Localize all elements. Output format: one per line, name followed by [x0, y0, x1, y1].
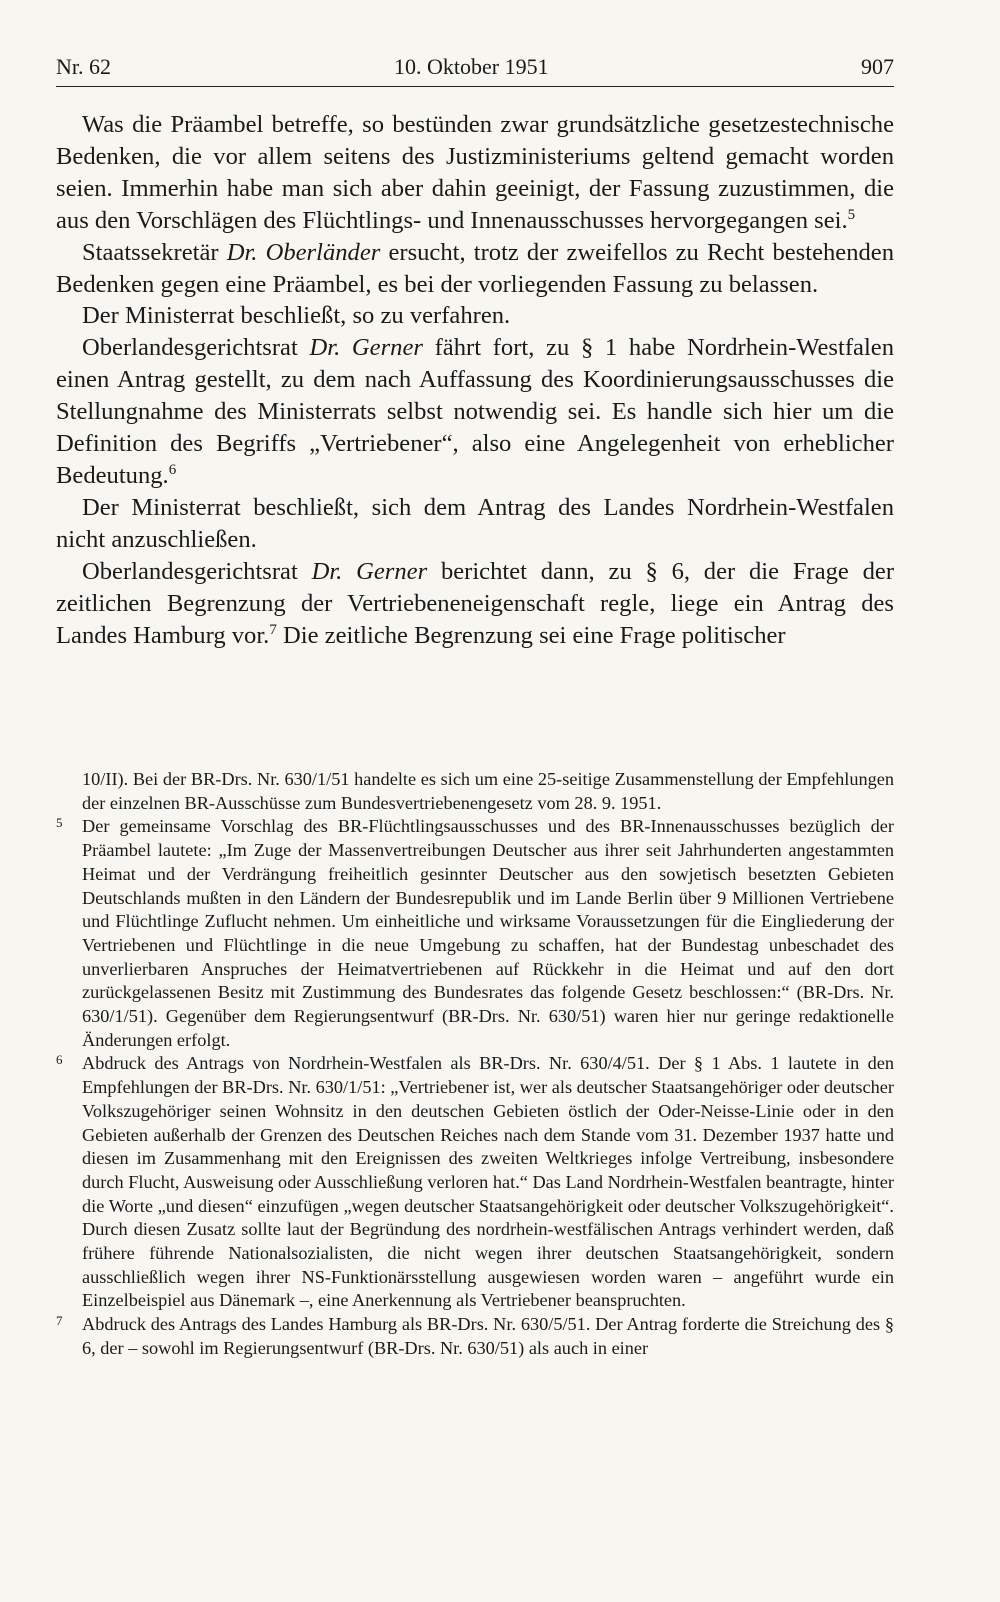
footnote-text: Abdruck des Antrags von Nordrhein-Westfalen als BR-Drs. Nr. 630/4/51. Der § 1 Abs. 1 lautete in den Empfehlungen der BR-Drs. Nr. 630/1/51: „Vertriebener ist, wer als deutscher Staatsangehöriger oder deutscher Volkszugehöriger seinen Wohnsitz in den deutschen Gebieten östlich der Oder-Neisse-Linie oder in den Gebieten außerhalb der Grenzen des Deutschen Reiches nach dem Stande vom 31. Dezember 1937 hatte und diesen im Zusammenhang mit den Ereignissen des zweiten Weltkrieges infolge Vertreibung, insbesondere durch Flucht, Ausweisung oder Ausschließung verloren hat.“ Das Land Nordrhein-Westfalen beantragte, hinter die Worte „und diesen“ einzufügen „wegen deutscher Staatsangehörigkeit oder deutscher Volkszugehörigkeit“. Durch diesen Zusatz sollte laut der Begründung des nordrhein-westfälischen Antrags verhindert werden, daß frühere führende Nationalsozialisten, die nicht wegen ihrer deutschen Staatsangehörigkeit, sondern ausschließlich wegen ihrer NS-Funktionärsstellung ausgewiesen worden waren – angeführt wurde ein Einzelbeispiel aus Dänemark –, eine Anerkennung als Vertriebener beanspruchten. [82, 1053, 894, 1311]
footnote-ref-6[interactable]: 6 [168, 461, 177, 478]
paragraph-gerner-2 [56, 556, 894, 652]
footnote-text: Der gemeinsame Vorschlag des BR-Flüchtlingsausschusses und des BR-Innenausschusses bezüglich der Präambel lautete: „Im Zuge der Massenvertreibungen Deutscher aus ihrer seit Jahrhunderten angestammten Heimat und der Verdrängung freiheitlich gesinnter Deutscher aus den sowjetisch besetzten Gebieten Deutschlands mußten in den Ländern der Bundesrepublik und im Lande Berlin über 9 Millionen Vertriebene und Flüchtlinge Zuflucht nehmen. Um einheitliche und wirksame Voraussetzungen für die Eingliederung der Vertriebenen und Flüchtlinge in die neue Umgebung zu schaffen, hat der Bundestag unbeschadet des unverlierbaren Anspruches der Heimatvertriebenen auf Rückkehr in die Heimat und auf den dort zurückgelassenen Besitz mit Zustimmung des Bundesrates das folgende Gesetz beschlossen:“ (BR-Drs. Nr. 630/1/51). Gegenüber dem Regierungsentwurf (BR-Drs. Nr. 630/51) waren hier nur geringe redaktionelle Änderungen erfolgt. [82, 816, 894, 1050]
footnote-number: 5 [56, 815, 63, 831]
paragraph-lead: Staatssekretär [82, 238, 227, 266]
paragraph-text: fährt fort, zu § 1 habe Nordrhein-Westfalen einen Antrag gestellt, zu dem nach Auffassung des Koordinierungsausschusses die Stellungnahme des Ministerrats selbst notwendig sei. Es handle sich hier um die Definition des Begriffs „Vertriebener“, also eine Angelegenheit von erheblicher Bedeutung. [56, 334, 894, 489]
main-text [56, 109, 894, 651]
speaker-name: Dr. Oberländer [226, 238, 381, 266]
paragraph-text-end: Die zeitliche Begrenzung sei eine Frage politischer [276, 621, 786, 649]
footnote-number: 7 [56, 1313, 63, 1329]
paragraph-text: ersucht, trotz der zweifellos zu Recht bestehenden Bedenken gegen eine Präambel, es bei der vorliegenden Fassung zu belassen. [56, 238, 894, 298]
paragraph-gerner-1 [56, 332, 894, 492]
footnote-5 [56, 815, 894, 1052]
footnote-ref-5[interactable]: 5 [847, 206, 856, 223]
footnotes [56, 768, 894, 1361]
paragraph-oberlaender [56, 237, 894, 301]
paragraph-lead: Oberlandesgerichtsrat [82, 334, 310, 362]
footnote-number: 6 [56, 1052, 63, 1068]
document-number: Nr. 62 [56, 54, 111, 79]
running-header [56, 46, 894, 87]
resolution-1: Der Ministerrat beschließt, so zu verfahren. [82, 302, 511, 330]
paragraph-text: Was die Präambel betreffe, so bestünden zwar grundsätzliche gesetzestechnische Bedenken, die vor allem seitens des Justizministeriums geltend gemacht worden seien. Immerhin habe man sich aber dahin geeinigt, der Fassung zuzustimmen, die aus den Vorschlägen des Flüchtlings- und Innenausschusses hervorgegangen sei. [56, 111, 894, 234]
footnote-7 [56, 1313, 894, 1360]
footnote-text: Abdruck des Antrags des Landes Hamburg als BR-Drs. Nr. 630/5/51. Der Antrag forderte die Streichung des § 6, der – sowohl im Regierungsentwurf (BR-Drs. Nr. 630/51) als auch in einer [82, 1314, 894, 1358]
footnote-continuation: 10/II). Bei der BR-Drs. Nr. 630/1/51 handelte es sich um eine 25-seitige Zusammenstellung der Empfehlungen der einzelnen BR-Ausschüsse zum Bundesvertriebenengesetz vom 28. 9. 1951. [82, 769, 894, 813]
paragraph-lead: Oberlandesgerichtsrat [82, 557, 312, 585]
meeting-date: 10. Oktober 1951 [394, 54, 549, 79]
footnote-6 [56, 1052, 894, 1313]
resolution-2: Der Ministerrat beschließt, sich dem Antrag des Landes Nordrhein-Westfalen nicht anzuschließen. [56, 493, 894, 553]
footnote-ref-7[interactable]: 7 [269, 621, 277, 638]
speaker-name: Dr. Gerner [311, 557, 428, 585]
page-number: 907 [861, 54, 894, 79]
speaker-name: Dr. Gerner [309, 334, 423, 362]
paragraph-text: berichtet dann, zu § 6, der die Frage der zeitlichen Begrenzung der Vertriebeneneigenschaft regle, liege ein Antrag des Landes Hamburg vor. [56, 557, 895, 649]
paragraph-preamble [56, 109, 894, 237]
